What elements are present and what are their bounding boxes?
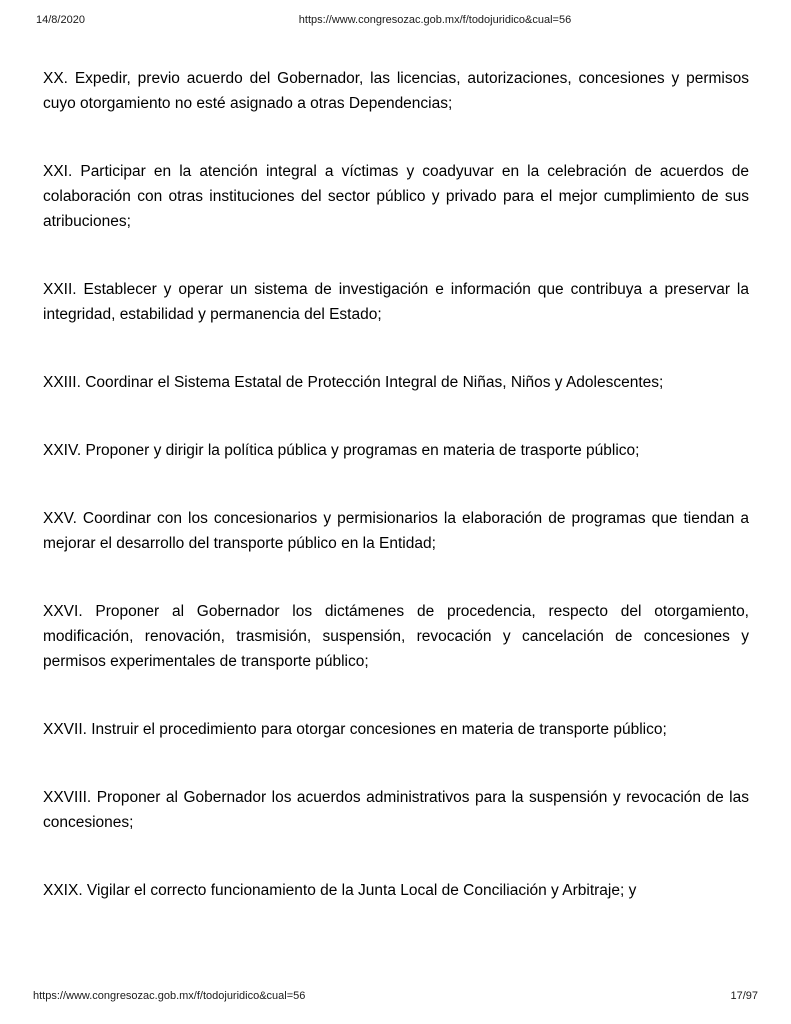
legal-item-xxiv: XXIV. Proponer y dirigir la política pública y programas en materia de trasporte público; <box>43 442 640 459</box>
legal-item-xxix: XXIX. Vigilar el correcto funcionamiento de la Junta Local de Conciliación y Arbitraje; y <box>43 882 637 899</box>
legal-item-xx: XX. Expedir, previo acuerdo del Gobernador, las licencias, autorizaciones, concesiones y permisos cuyo otorgamiento no esté asignado a otras Dependencias; <box>43 70 749 112</box>
legal-item-xxv: XXV. Coordinar con los concesionarios y permisionarios la elaboración de programas que tiendan a mejorar el desarrollo del transporte público en la Entidad; <box>43 510 749 552</box>
legal-item-xxvi: XXVI. Proponer al Gobernador los dictámenes de procedencia, respecto del otorgamiento, modificación, renovación, trasmisión, suspensión, revocación y cancelación de concesiones y permisos experimentales de transporte público; <box>43 603 749 670</box>
print-footer <box>33 990 758 1004</box>
legal-item-xxvii: XXVII. Instruir el procedimiento para otorgar concesiones en materia de transporte público; <box>43 721 667 738</box>
legal-item-xxviii: XXVIII. Proponer al Gobernador los acuerdos administrativos para la suspensión y revocación de las concesiones; <box>43 789 749 831</box>
print-date: 14/8/2020 <box>36 14 85 26</box>
legal-item-xxi: XXI. Participar en la atención integral a víctimas y coadyuvar en la celebración de acuerdos de colaboración con otras instituciones del sector público y privado para el mejor cumplimiento de sus atribuciones; <box>43 163 749 230</box>
document-body <box>43 66 749 946</box>
print-footer-url: https://www.congresozac.gob.mx/f/todojuridico&cual=56 <box>33 990 306 1002</box>
legal-item-xxii: XXII. Establecer y operar un sistema de investigación e información que contribuya a preservar la integridad, estabilidad y permanencia del Estado; <box>43 281 749 323</box>
print-header <box>0 14 791 30</box>
print-header-url: https://www.congresozac.gob.mx/f/todojuridico&cual=56 <box>298 14 572 26</box>
page-number: 17/97 <box>730 990 758 1002</box>
legal-item-xxiii: XXIII. Coordinar el Sistema Estatal de Protección Integral de Niñas, Niños y Adolescentes; <box>43 374 664 391</box>
